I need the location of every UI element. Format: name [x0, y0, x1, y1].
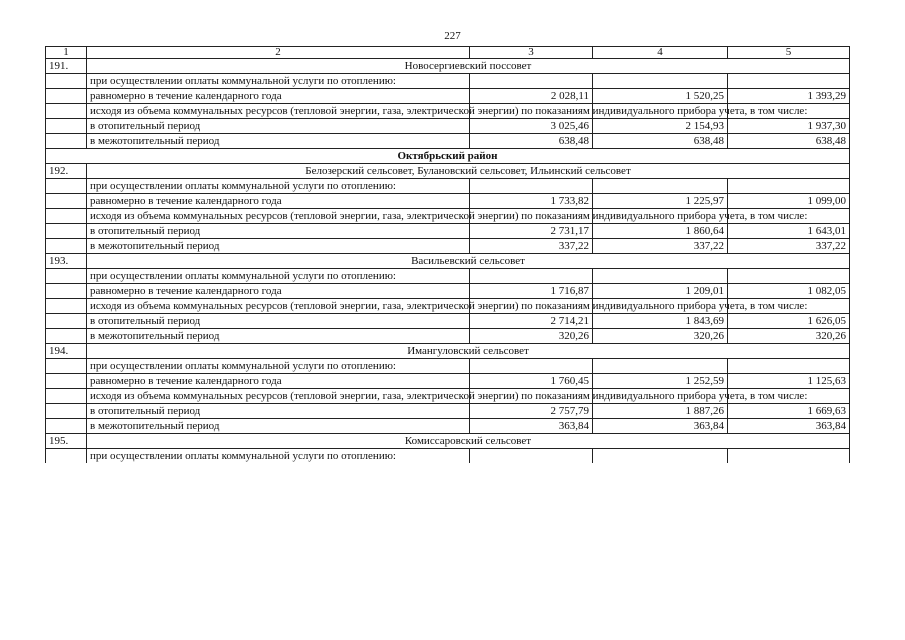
row-number-cell	[46, 284, 87, 299]
value-col-4: 1 887,26	[593, 404, 728, 419]
data-row	[46, 134, 850, 149]
value-col-4	[593, 179, 728, 194]
value-col-5: 1 099,00	[728, 194, 850, 209]
data-row	[46, 299, 850, 314]
value-col-3	[470, 179, 593, 194]
data-row	[46, 314, 850, 329]
value-col-3	[470, 359, 593, 374]
value-col-4	[593, 269, 728, 284]
row-number-cell	[46, 134, 87, 149]
value-col-5: 1 937,30	[728, 119, 850, 134]
column-number-1: 1	[46, 47, 87, 59]
column-number-3: 3	[470, 47, 593, 59]
data-row	[46, 374, 850, 389]
data-row	[46, 74, 850, 89]
data-row	[46, 284, 850, 299]
row-number-cell	[46, 404, 87, 419]
row-label: равномерно в течение календарного года	[87, 89, 470, 104]
section-title-row	[46, 344, 850, 359]
value-col-5: 363,84	[728, 419, 850, 434]
row-label: при осуществлении оплаты коммунальной услуги по отоплению:	[87, 179, 470, 194]
data-row	[46, 404, 850, 419]
row-label: при осуществлении оплаты коммунальной услуги по отоплению:	[87, 359, 470, 374]
value-col-4: 2 154,93	[593, 119, 728, 134]
data-row	[46, 179, 850, 194]
row-label: исходя из объема коммунальных ресурсов (тепловой энергии, газа, электрической энергии) по показаниям индивидуального прибора учета, в том числе:	[87, 299, 470, 314]
data-row	[46, 389, 850, 404]
value-col-5: 320,26	[728, 329, 850, 344]
row-number-cell	[46, 299, 87, 314]
value-col-3: 1 716,87	[470, 284, 593, 299]
row-label: при осуществлении оплаты коммунальной услуги по отоплению:	[87, 449, 470, 464]
row-label: при осуществлении оплаты коммунальной услуги по отоплению:	[87, 269, 470, 284]
value-col-4: 1 252,59	[593, 374, 728, 389]
value-col-5: 1 643,01	[728, 224, 850, 239]
value-col-3: 2 028,11	[470, 89, 593, 104]
section-title: Имангуловский сельсовет	[87, 344, 850, 359]
row-number-cell	[46, 194, 87, 209]
value-col-4: 1 520,25	[593, 89, 728, 104]
row-number-cell	[46, 119, 87, 134]
value-col-5	[728, 269, 850, 284]
column-number-2: 2	[87, 47, 470, 59]
section-number: 195.	[46, 434, 87, 449]
row-number-cell	[46, 224, 87, 239]
row-label: в межотопительный период	[87, 329, 470, 344]
value-col-5	[728, 359, 850, 374]
row-number-cell	[46, 179, 87, 194]
data-row	[46, 119, 850, 134]
section-title: Комиссаровский сельсовет	[87, 434, 850, 449]
data-row	[46, 89, 850, 104]
row-number-cell	[46, 89, 87, 104]
value-col-5: 1 626,05	[728, 314, 850, 329]
section-title: Новосергиевский поссовет	[87, 59, 850, 74]
value-col-5: 638,48	[728, 134, 850, 149]
section-number: 192.	[46, 164, 87, 179]
data-row	[46, 239, 850, 254]
value-col-4: 337,22	[593, 239, 728, 254]
column-number-row	[46, 47, 850, 59]
section-title: Белозерский сельсовет, Булановский сельсовет, Ильинский сельсовет	[87, 164, 850, 179]
column-number-5: 5	[728, 47, 850, 59]
data-row	[46, 194, 850, 209]
value-col-5: 1 082,05	[728, 284, 850, 299]
data-row	[46, 104, 850, 119]
row-number-cell	[46, 314, 87, 329]
district-row	[46, 149, 850, 164]
value-col-4: 320,26	[593, 329, 728, 344]
row-label: равномерно в течение календарного года	[87, 284, 470, 299]
value-col-4: 638,48	[593, 134, 728, 149]
value-col-5: 1 125,63	[728, 374, 850, 389]
row-number-cell	[46, 419, 87, 434]
page-number: 227	[444, 30, 461, 42]
tariff-table	[45, 46, 850, 463]
data-row	[46, 359, 850, 374]
value-col-3: 638,48	[470, 134, 593, 149]
data-row	[46, 419, 850, 434]
row-number-cell	[46, 449, 87, 464]
section-number: 194.	[46, 344, 87, 359]
value-col-5: 1 393,29	[728, 89, 850, 104]
section-title-row	[46, 164, 850, 179]
row-number-cell	[46, 74, 87, 89]
value-col-5	[728, 74, 850, 89]
value-col-4: 1 843,69	[593, 314, 728, 329]
value-col-4: 1 860,64	[593, 224, 728, 239]
section-title-row	[46, 254, 850, 269]
value-col-3: 337,22	[470, 239, 593, 254]
section-title-row	[46, 59, 850, 74]
value-col-3: 2 731,17	[470, 224, 593, 239]
column-number-4: 4	[593, 47, 728, 59]
section-number: 193.	[46, 254, 87, 269]
row-number-cell	[46, 389, 87, 404]
row-label: равномерно в течение календарного года	[87, 194, 470, 209]
value-col-5	[728, 179, 850, 194]
tariff-table-body	[46, 47, 850, 464]
data-row	[46, 269, 850, 284]
value-col-5: 337,22	[728, 239, 850, 254]
value-col-3: 3 025,46	[470, 119, 593, 134]
section-title: Васильевский сельсовет	[87, 254, 850, 269]
row-label: в межотопительный период	[87, 419, 470, 434]
value-col-3	[470, 449, 593, 464]
row-number-cell	[46, 209, 87, 224]
value-col-3: 320,26	[470, 329, 593, 344]
row-label: в межотопительный период	[87, 134, 470, 149]
value-col-3: 363,84	[470, 419, 593, 434]
row-label: в межотопительный период	[87, 239, 470, 254]
value-col-4: 1 225,97	[593, 194, 728, 209]
value-col-4	[593, 359, 728, 374]
value-col-4: 363,84	[593, 419, 728, 434]
row-number-cell	[46, 104, 87, 119]
row-number-cell	[46, 329, 87, 344]
row-number-cell	[46, 359, 87, 374]
data-row	[46, 329, 850, 344]
value-col-4	[593, 449, 728, 464]
value-col-3: 1 733,82	[470, 194, 593, 209]
row-label: в отопительный период	[87, 224, 470, 239]
district-title: Октябрьский район	[46, 149, 850, 164]
data-row	[46, 449, 850, 464]
value-col-3	[470, 269, 593, 284]
data-row	[46, 209, 850, 224]
row-label: в отопительный период	[87, 119, 470, 134]
section-title-row	[46, 434, 850, 449]
row-label: равномерно в течение календарного года	[87, 374, 470, 389]
row-label: в отопительный период	[87, 314, 470, 329]
row-label: в отопительный период	[87, 404, 470, 419]
row-number-cell	[46, 239, 87, 254]
data-row	[46, 224, 850, 239]
section-number: 191.	[46, 59, 87, 74]
row-number-cell	[46, 374, 87, 389]
value-col-4: 1 209,01	[593, 284, 728, 299]
value-col-3: 2 757,79	[470, 404, 593, 419]
value-col-3: 2 714,21	[470, 314, 593, 329]
value-col-5	[728, 449, 850, 464]
value-col-4	[593, 74, 728, 89]
row-label: исходя из объема коммунальных ресурсов (тепловой энергии, газа, электрической энергии) по показаниям индивидуального прибора учета, в том числе:	[87, 389, 470, 404]
value-col-3: 1 760,45	[470, 374, 593, 389]
value-col-3	[470, 74, 593, 89]
row-label: исходя из объема коммунальных ресурсов (тепловой энергии, газа, электрической энергии) по показаниям индивидуального прибора учета, в том числе:	[87, 104, 470, 119]
value-col-5: 1 669,63	[728, 404, 850, 419]
row-label: исходя из объема коммунальных ресурсов (тепловой энергии, газа, электрической энергии) по показаниям индивидуального прибора учета, в том числе:	[87, 209, 470, 224]
row-number-cell	[46, 269, 87, 284]
row-label: при осуществлении оплаты коммунальной услуги по отоплению:	[87, 74, 470, 89]
